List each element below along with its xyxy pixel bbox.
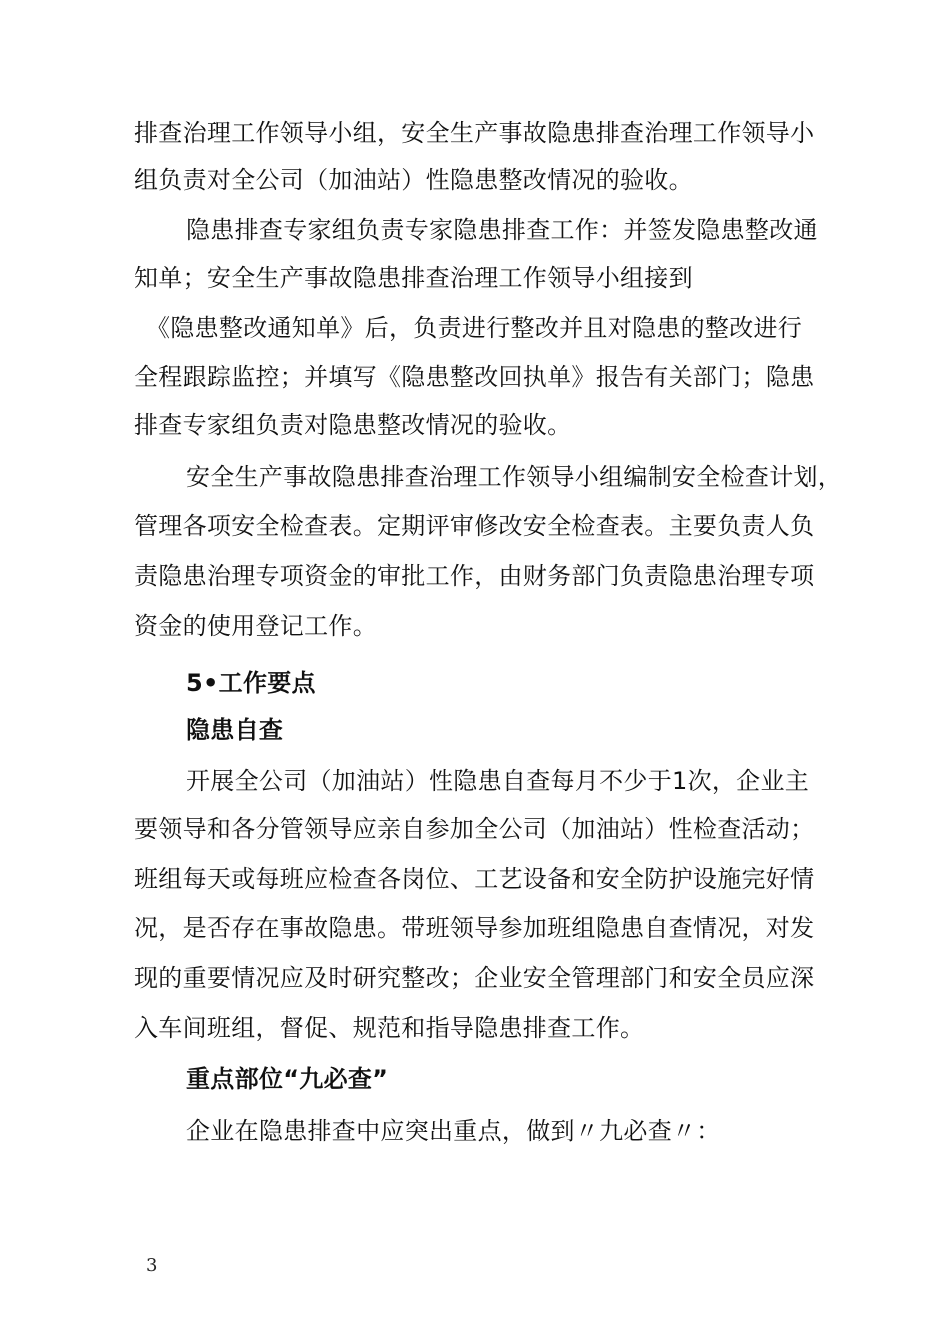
section-heading: 5•工作要点 (186, 669, 316, 697)
body-text-line: 管理各项安全检查表。定期评审修改安全检查表。主要负责人负 (134, 512, 815, 540)
page-number: 3 (146, 1255, 158, 1276)
body-text-line: 排查治理工作领导小组，安全生产事故隐患排查治理工作领导小 (134, 119, 815, 147)
body-text-line: 入车间班组，督促、规范和指导隐患排查工作。 (134, 1014, 645, 1042)
subsection-heading: 隐患自查 (186, 716, 284, 744)
body-text-line: 班组每天或每班应检查各岗位、工艺设备和安全防护设施完好情 (134, 865, 815, 893)
body-text-line: 况，是否存在事故隐患。带班领导参加班组隐患自查情况，对发 (134, 914, 815, 942)
body-text-line: 责隐患治理专项资金的审批工作，由财务部门负责隐患治理专项 (134, 562, 815, 590)
body-text-line: 排查专家组负责对隐患整改情况的验收。 (134, 411, 572, 439)
body-text-line: 全程跟踪监控；并填写《隐患整改回执单》报告有关部门；隐患 (134, 363, 815, 391)
paragraph-start-line: 隐患排查专家组负责专家隐患排查工作：并签发隐患整改通 (186, 216, 818, 244)
subsection-heading: 重点部位“九必查” (186, 1065, 389, 1093)
paragraph-start-line: 开展全公司（加油站）性隐患自查每月不少于1次，企业主 (186, 767, 810, 795)
paragraph-start-line: 安全生产事故隐患排查治理工作领导小组编制安全检查计划， (186, 463, 843, 491)
body-text-line: 组负责对全公司（加油站）性隐患整改情况的验收。 (134, 166, 693, 194)
body-text-line: 资金的使用登记工作。 (134, 612, 377, 640)
body-text-line: 知单；安全生产事故隐患排查治理工作领导小组接到 (134, 264, 693, 292)
body-text-line: 要领导和各分管领导应亲自参加全公司（加油站）性检查活动； (134, 815, 815, 843)
body-text-line: 《隐患整改通知单》后，负责进行整改并且对隐患的整改进行 (146, 314, 803, 342)
body-text-line: 现的重要情况应及时研究整改；企业安全管理部门和安全员应深 (134, 964, 815, 992)
paragraph-start-line: 企业在隐患排查中应突出重点，做到〃九必查〃： (186, 1117, 721, 1145)
